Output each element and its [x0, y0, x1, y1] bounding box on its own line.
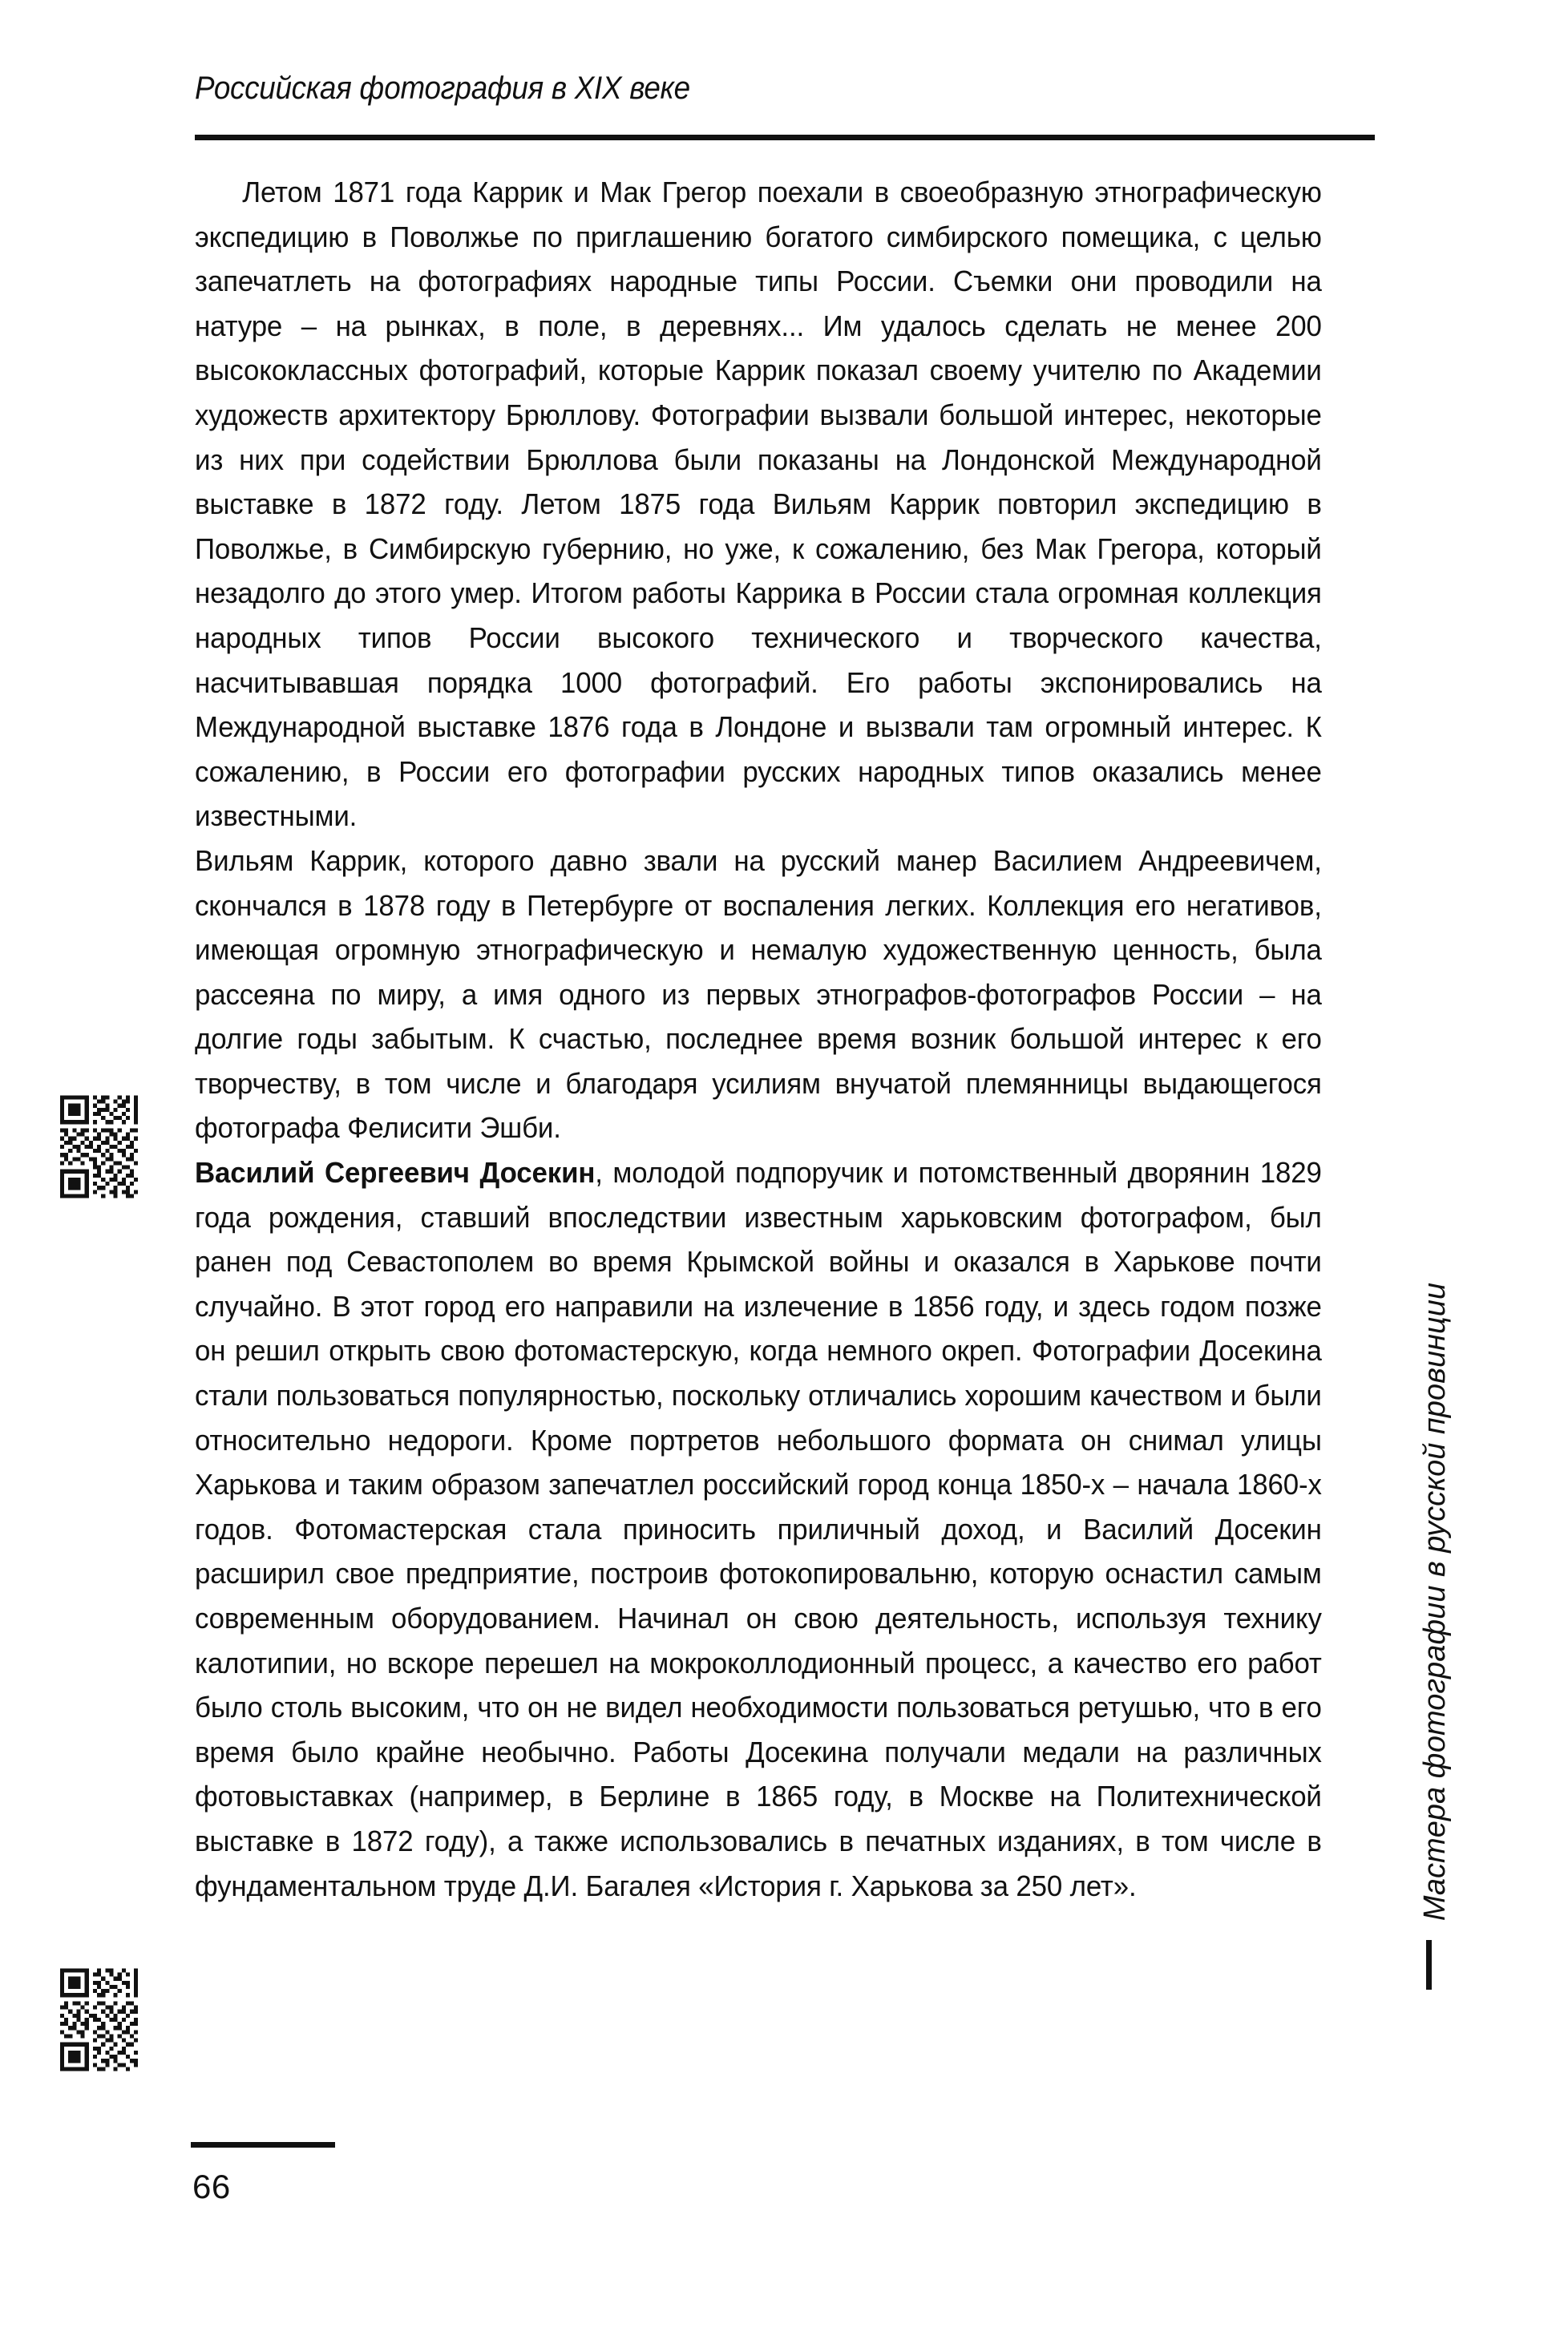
- running-head: Российская фотография в XIX веке: [195, 71, 690, 106]
- qr-top-clip-mask: [138, 1093, 202, 1205]
- footer-rule: [191, 2142, 335, 2148]
- paragraph-dosekin: [195, 1150, 1322, 1908]
- header-rule: [195, 135, 1375, 140]
- side-title-rule: [1426, 1940, 1432, 1990]
- body-text-column: [195, 170, 1375, 1908]
- side-title-container: [1412, 1283, 1461, 2036]
- qr-bottom-clip-mask: [138, 1966, 202, 2078]
- page-number: 66: [192, 2168, 231, 2205]
- section-side-title: Мастера фотографии в русской провинции: [1418, 1283, 1452, 1922]
- paragraph-carrick-expedition: Летом 1871 года Каррик и Мак Грегор поехали в своеобразную этнографическую экспедицию в Поволжье по приглашению богатого симбирского помещика, с целью запечатлеть на фотографиях народные типы России. Съемки они проводили на натуре – на рынках, в поле, в деревнях... Им удалось сделать не менее 200 высококлассных фотографий, которые Каррик показал своему учителю по Академии художеств архитектору Брюллову. Фотографии вызвали большой интерес, некоторые из них при содействии Брюллова были показаны на Лондонской Международной выставке в 1872 году. Летом 1875 года Вильям Каррик повторил экспедицию в Поволжье, в Симбирскую губернию, но уже, к сожалению, без Мак Грегора, который незадолго до этого умер. Итогом работы Каррика в России стала огромная коллекция народных типов России высокого технического и творческого качества, насчитывавшая порядка 1000 фотографий. Его работы экспонировались на Международной выставке 1876 года в Лондоне и вызвали там огромный интерес. К сожалению, в России его фотографии русских народных типов оказались менее известными.: [195, 176, 1322, 833]
- paragraph-carrick-death: Вильям Каррик, которого давно звали на русский манер Василием Андреевичем, скончался в 1878 году в Петербурге от воспаления легких. Коллекция его негативов, имеющая огромную этнографическую и немалую художественную ценность, была рассеяна по миру, а имя одного из первых этнографов-фотографов России – на долгие годы забытым. К счастью, последнее время возник большой интерес к его творчеству, в том числе и благодаря усилиям внучатой племянницы выдающегося фотографа Фелисити Эшби.: [195, 843, 1322, 1145]
- paragraph-dosekin-text: , молодой подпоручик и потомственный дворянин 1829 года рождения, ставший впоследствии известным харьковским фотографом, был ранен под Севастополем во время Крымской войны и оказался в Харькове почти случайно. В этот город его направили на излечение в 1856 году, и здесь годом позже он решил открыть свою фотомастерскую, когда немного окреп. Фотографии Досекина стали пользоваться популярностью, поскольку отличались хорошим качеством и были относительно недороги. Кроме портретов небольшого формата он снимал улицы Харькова и таким образом запечатлел российский город конца 1850-х – начала 1860-х годов. Фотомастерская стала приносить приличный доход, и Василий Досекин расширил свое предприятие, построив фотокопировальню, которую оснастил самым современным оборудованием. Начинал он свою деятельность, используя технику калотипии, но вскоре перешел на мокроколлодионный процесс, а качество его работ было столь высоким, что он не видел необходимости пользоваться ретушью, что в его время было крайне необычно. Работы Досекина получали медали на различных фотовыставках (например, в Берлине в 1865 году, в Москве на Политехнической выставке в 1872 году), а также использовались в печатных изданиях, в том числе в фундаментальном труде Д.И. Багалея «История г. Харькова за 250 лет».: [195, 1156, 1322, 1902]
- person-name-dosekin: Василий Сергеевич Досекин: [195, 1156, 596, 1190]
